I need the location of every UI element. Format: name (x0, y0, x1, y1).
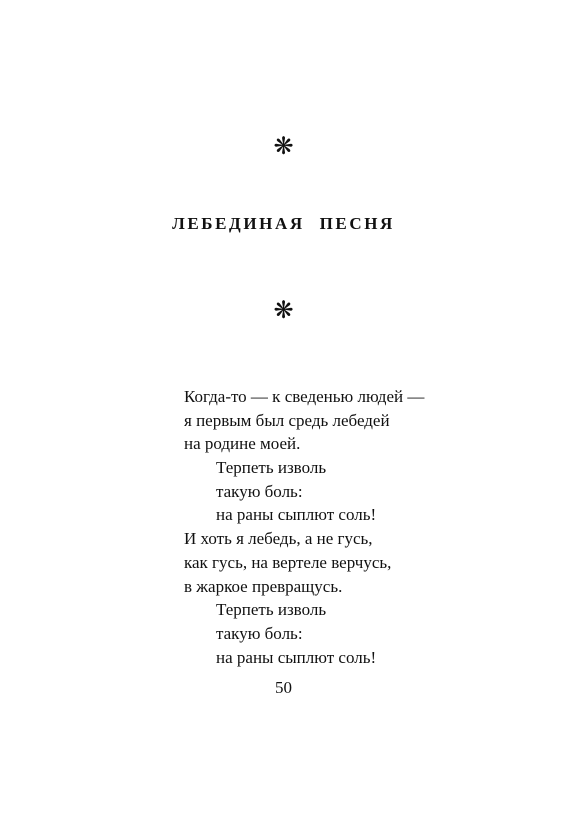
poem-line: на родине моей. (184, 434, 301, 454)
poem-line: И хоть я лебедь, а не гусь, (184, 529, 373, 549)
poem-body (184, 385, 424, 669)
asterism-ornament-icon: ❋ (273, 132, 294, 160)
asterism-ornament-icon: ❋ (273, 296, 294, 324)
poem-line: Когда-то — к сведенью людей — (184, 387, 425, 406)
poem-line: Терпеть изволь (216, 600, 327, 620)
poem-line: на раны сыплют соль! (216, 505, 377, 525)
poem-line: на раны сыплют соль! (216, 647, 377, 667)
poem-line: такую боль: (216, 623, 303, 643)
poem-line: в жаркое превращусь. (184, 576, 343, 596)
poem-title: ЛЕБЕДИНАЯ ПЕСНЯ (172, 214, 395, 233)
poem-line: как гусь, на вертеле верчусь, (184, 552, 392, 572)
page-number: 50 (275, 678, 292, 697)
poem-line: Терпеть изволь (216, 458, 327, 478)
poem-line: я первым был средь лебедей (184, 410, 390, 430)
poem-line: такую боль: (216, 481, 303, 501)
